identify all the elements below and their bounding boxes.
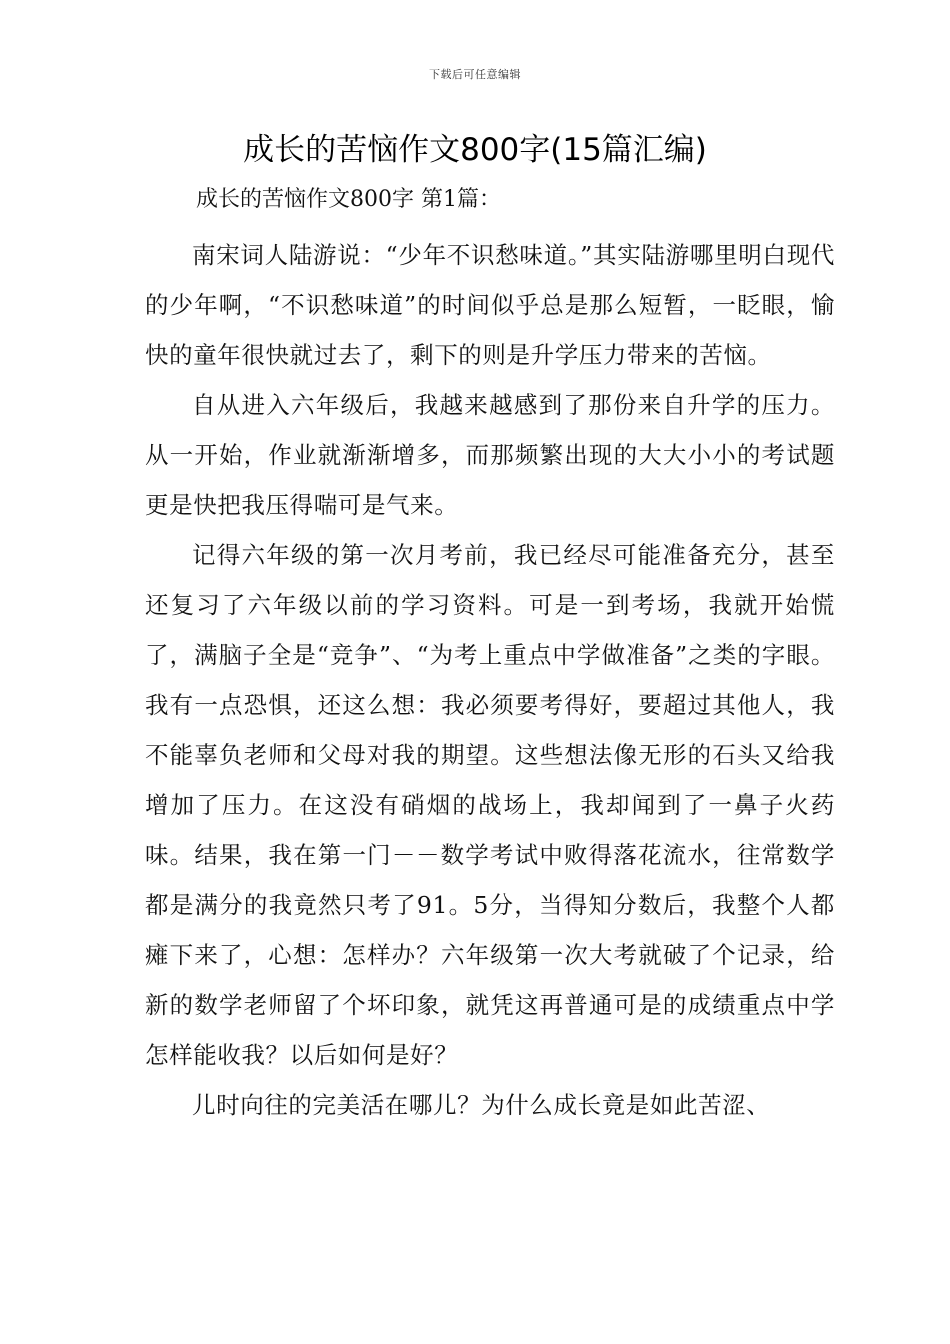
paragraph-4: 儿时向往的完美活在哪儿？为什么成长竟是如此苦涩、 [192, 1091, 771, 1119]
paragraph-1: 南宋词人陆游说：“少年不识愁味道。”其实陆游哪里明白现代的少年啊，“不识愁味道”的时间似乎总是那么短暂，一眨眼，愉快的童年很快就过去了，剩下的则是升学压力带来的苦恼。 [145, 241, 835, 369]
header-note: 下载后可任意编辑 [429, 68, 521, 81]
paragraph-2: 自从进入六年级后，我越来越感到了那份来自升学的压力。从一开始，作业就渐渐增多，而那频繁出现的大大小小的考试题更是快把我压得喘可是气来。 [145, 391, 835, 519]
article-body [145, 230, 835, 1130]
section-heading: 成长的苦恼作文800字 第1篇： [196, 187, 501, 212]
document-title: 成长的苦恼作文800字(15篇汇编) [243, 132, 707, 168]
paragraph-3: 记得六年级的第一次月考前，我已经尽可能准备充分，甚至还复习了六年级以前的学习资料。可是一到考场，我就开始慌了，满脑子全是“竞争”、“为考上重点中学做准备”之类的字眼。我有一点恐惧，还这么想：我必须要考得好，要超过其他人，我不能辜负老师和父母对我的期望。这些想法像无形的石头又给我增加了压力。在这没有硝烟的战场上，我却闻到了一鼻子火药味。结果，我在第一门－－数学考试中败得落花流水，往常数学都是满分的我竟然只考了91。5分，当得知分数后，我整个人都瘫下来了，心想：怎样办？六年级第一次大考就破了个记录，给新的数学老师留了个坏印象，就凭这再普通可是的成绩重点中学怎样能收我？以后如何是好？ [145, 541, 835, 1069]
